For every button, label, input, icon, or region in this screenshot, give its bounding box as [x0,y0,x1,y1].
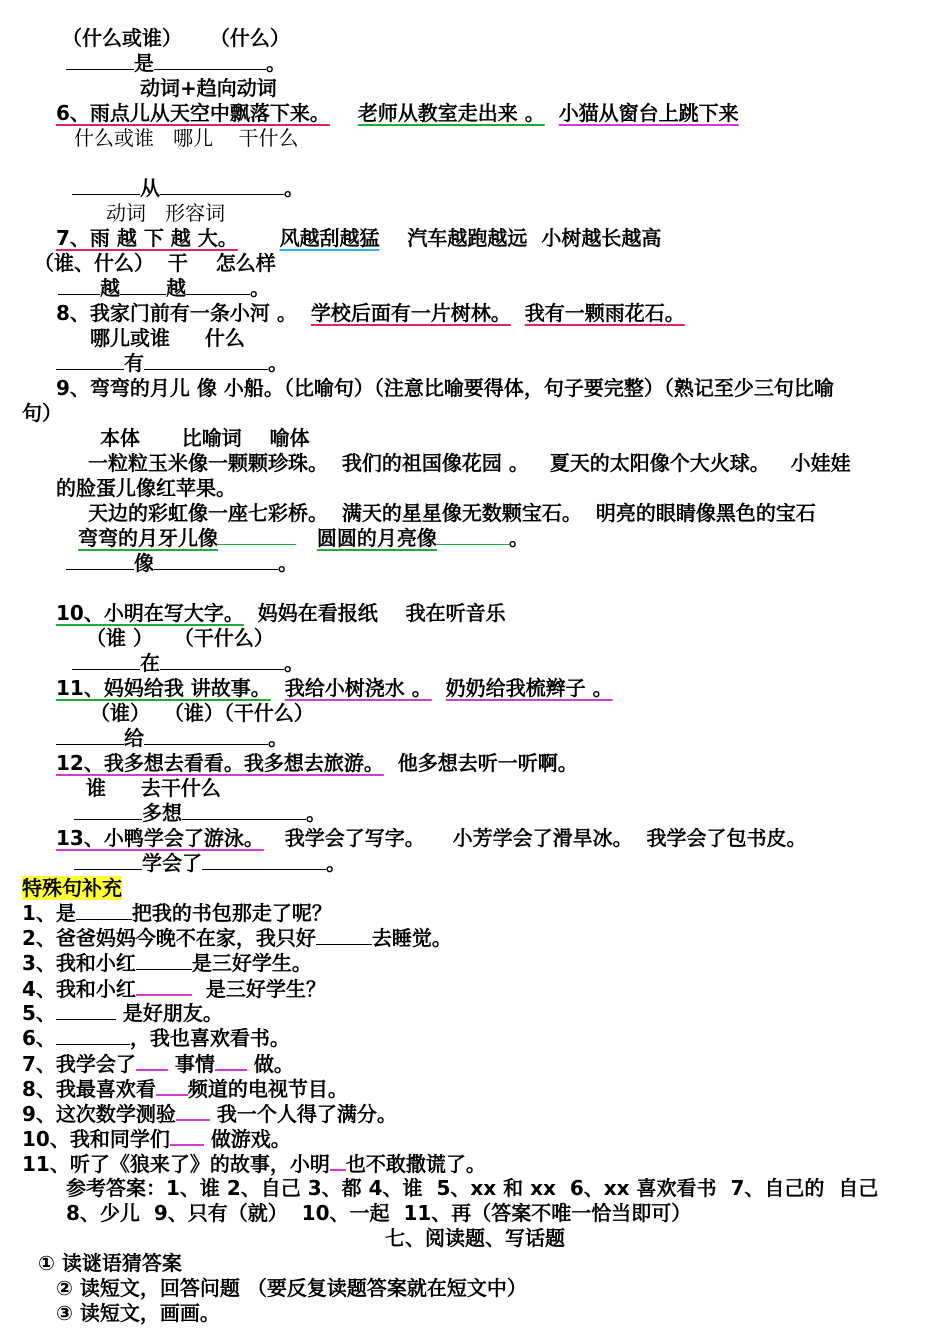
reading-item-3: ③ 读短文，画画。 [56,1301,220,1325]
reading-item-1: ① 读谜语猜答案 [38,1251,182,1275]
question-6: 6、 ，我也喜欢看书。 [22,1026,290,1050]
question-2: 2、爸爸妈妈今晚不在家，我只好 去睡觉。 [22,926,452,950]
sentence-6-labels-2: 动词 形容词 [106,201,226,225]
question-9: 9、这次数学测验 我一个人得了满分。 [22,1102,397,1126]
sentence-12: 12、我多想去看看。我多想去旅游。 他多想去听一听啊。 [56,751,578,775]
question-5: 5、 是好朋友。 [22,1001,223,1025]
answers-line-1: 参考答案：1、谁 2、自己 3、都 4、谁 5、xx 和 xx 6、xx 喜欢看书 7、自己的 自己 [66,1176,879,1200]
line-2: 是 。 [66,51,950,75]
line-1: （什么或谁） （什么） [62,26,290,50]
sentence-9-labels: 本体 比喻词 喻体 [100,426,310,450]
sentence-7: 7、雨 越 下 越 大。 风越刮越猛 汽车越跑越远 小树越长越高 [56,226,662,250]
sentence-9-fill: 弯弯的月牙儿像 圆圆的月亮像 。 [78,526,529,550]
sentence-9-cont: 句） [22,401,62,425]
sentence-8-labels: 哪儿或谁 什么 [90,326,245,350]
sentence-10-labels: （谁 ） （干什么） [86,626,274,650]
question-3: 3、我和小红 是三好学生。 [22,951,312,975]
sentence-9-pattern: 像 。 [66,551,950,575]
sentence-11-pattern: 给 。 [56,726,950,750]
sentence-8-pattern: 有 。 [56,351,950,375]
sentence-11: 11、妈妈给我 讲故事。 我给小树浇水 。 奶奶给我梳辫子 。 [56,676,613,700]
sentence-10: 10、小明在写大字。 妈妈在看报纸 我在听音乐 [56,601,506,625]
sentence-9-examples-2: 天边的彩虹像一座七彩桥。 满天的星星像无数颗宝石。 明亮的眼睛像黑色的宝石 [88,501,816,525]
line-3: 动词+趋向动词 [140,76,277,100]
sentence-7-pattern: 越 越 。 [58,276,950,300]
sentence-6-labels: 什么或谁 哪儿 干什么 [74,126,299,150]
sentence-9-examples-1: 一粒粒玉米像一颗颗珍珠。 我们的祖国像花园 。 夏天的太阳像个大火球。 小娃娃 [88,451,851,475]
sentence-10-pattern: 在 。 [72,651,950,675]
question-7: 7、我学会了 事情 做。 [22,1052,294,1076]
question-4: 4、我和小红 是三好学生？ [22,977,326,1001]
question-8: 8、我最喜欢看 频道的电视节目。 [22,1077,348,1101]
reading-item-2: ② 读短文，回答问题 （要反复读题答案就在短文中） [56,1276,527,1300]
special-sentences-title: 特殊句补充 [22,876,122,900]
sentence-6: 6、雨点儿从天空中飘落下来。 老师从教室走出来 。 小猫从窗台上跳下来 [56,101,739,125]
question-11: 11、听了《狼来了》的故事，小明 也不敢撒谎了。 [22,1152,486,1176]
sentence-9-examples-1b: 的脸蛋儿像红苹果。 [56,476,236,500]
sentence-13: 13、小鸭学会了游泳。 我学会了写字。 小芳学会了滑旱冰。 我学会了包书皮。 [56,826,807,850]
answers-line-2: 8、少儿 9、只有（就） 10、一起 11、再（答案不唯一恰当即可） [66,1201,692,1225]
sentence-7-labels: （谁、什么） 干 怎么样 [34,251,276,275]
sentence-8: 8、我家门前有一条小河 。 学校后面有一片树林。 我有一颗雨花石。 [56,301,685,325]
sentence-12-labels: 谁 去干什么 [86,776,221,800]
sentence-11-labels: （谁） （谁）（干什么） [90,701,314,725]
question-10: 10、我和同学们 做游戏。 [22,1127,291,1151]
question-1: 1、是 把我的书包那走了呢？ [22,901,332,925]
sentence-9: 9、弯弯的月儿 像 小船。（比喻句）（注意比喻要得体，句子要完整）（熟记至少三句比喻 [56,376,834,400]
section-7-title: 七、阅读题、写话题 [385,1226,565,1250]
sentence-13-pattern: 学会了 。 [74,851,950,875]
sentence-12-pattern: 多想 。 [74,801,950,825]
sentence-6-pattern: 从 。 [72,176,950,200]
